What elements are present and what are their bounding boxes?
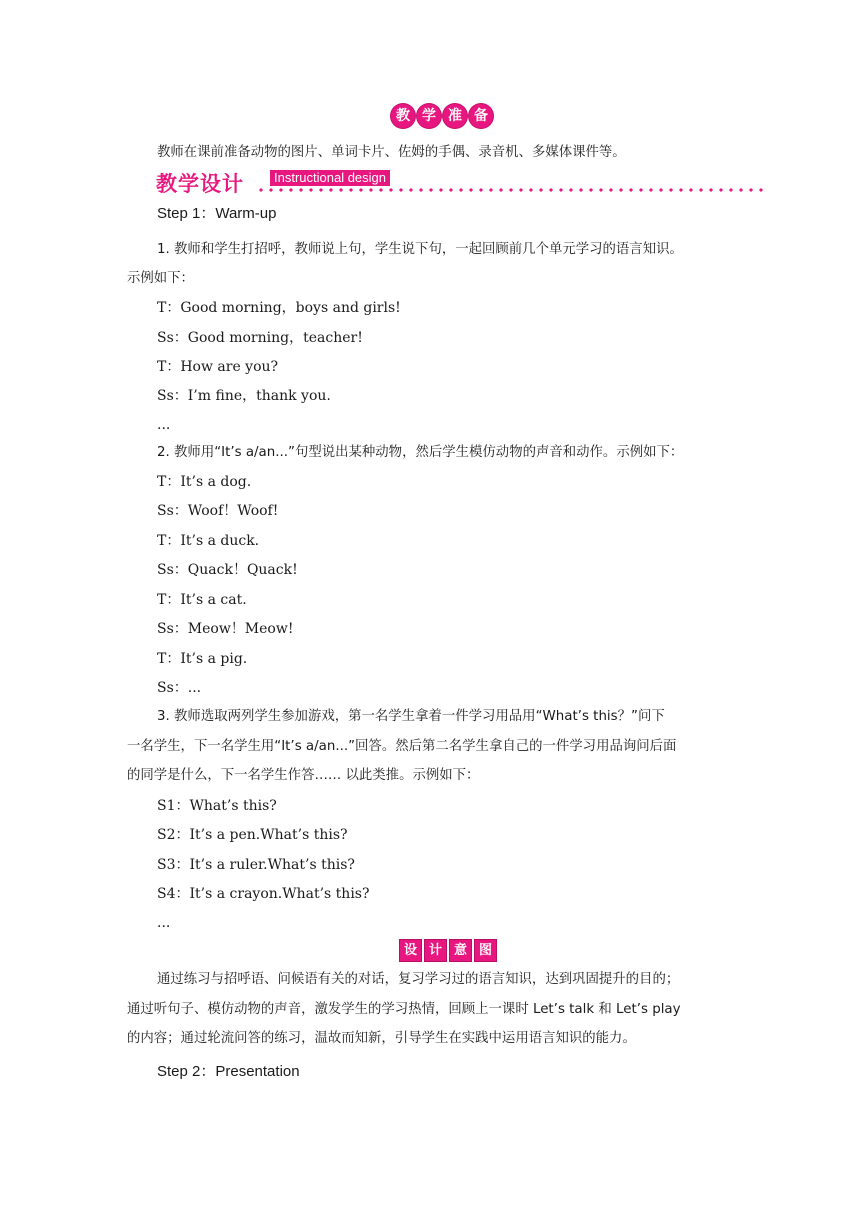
- dialog-ellipsis: ...: [157, 915, 171, 931]
- item2-line: 2. 教师用“It’s a/an...”句型说出某种动物，然后学生模仿动物的声音和动作。示例如下：: [157, 445, 684, 460]
- intent-line2: 通过听句子、模仿动物的声音，激发学生的学习热情，回顾上一课时 Let’s talk 和 Let’s play: [127, 1002, 681, 1017]
- step2-title: Step 2：Presentation: [157, 1063, 300, 1080]
- dialog-line: Ss：Good morning，teacher!: [157, 330, 363, 346]
- intent-line3: 的内容；通过轮流问答的练习，温故而知新，引导学生在实践中运用语言知识的能力。: [127, 1031, 636, 1046]
- prep-heading-char: 学: [417, 104, 441, 128]
- item1-line1: 1. 教师和学生打招呼，教师说上句，学生说下句，一起回顾前几个单元学习的语言知识。: [157, 242, 683, 257]
- dialog-line: T：It’s a dog.: [157, 474, 252, 490]
- dialog-line: T：Good morning，boys and girls!: [157, 300, 401, 316]
- item3-line1: 3. 教师选取两列学生参加游戏，第一名学生拿着一件学习用品用“What’s this？”问下: [157, 709, 665, 724]
- banner-dotted-rule: [256, 187, 766, 193]
- dialog-line: T：It’s a pig.: [157, 651, 248, 667]
- prep-heading-char: 备: [469, 104, 493, 128]
- intent-heading-char: 设: [399, 939, 422, 962]
- item3-line2: 一名学生，下一名学生用“It’s a/an...”回答。然后第二名学生拿自己的一件学习用品询问后面: [127, 739, 677, 754]
- banner-title: 教学设计: [156, 172, 244, 196]
- intent-line1: 通过练习与招呼语、问候语有关的对话，复习学习过的语言知识，达到巩固提升的目的；: [157, 972, 680, 987]
- dialog-line: Ss：...: [157, 680, 202, 696]
- intent-heading: [399, 939, 497, 962]
- dialog-line: T：How are you?: [157, 359, 279, 375]
- dialog-line: T：It’s a duck.: [157, 533, 260, 549]
- prep-text: 教师在课前准备动物的图片、单词卡片、佐姆的手偶、录音机、多媒体课件等。: [157, 145, 626, 160]
- design-banner: [156, 168, 766, 196]
- dialog-line: S2：It’s a pen.What’s this?: [157, 827, 348, 843]
- dialog-line: Ss：I’m fine，thank you.: [157, 388, 331, 404]
- dialog-line: Ss：Quack！Quack!: [157, 562, 298, 578]
- intent-heading-char: 意: [449, 939, 472, 962]
- item3-line3: 的同学是什么，下一名学生作答…… 以此类推。示例如下：: [127, 768, 480, 783]
- dialog-line: T：It’s a cat.: [157, 592, 247, 608]
- step1-title: Step 1：Warm-up: [157, 205, 277, 222]
- dialog-line: Ss：Woof！Woof!: [157, 503, 279, 519]
- intent-heading-char: 图: [474, 939, 497, 962]
- banner-subtitle: Instructional design: [270, 170, 390, 186]
- dialog-line: S4：It’s a crayon.What’s this?: [157, 886, 370, 902]
- dialog-line: S1：What’s this?: [157, 798, 277, 814]
- prep-heading-char: 准: [443, 104, 467, 128]
- prep-heading-char: 教: [391, 104, 415, 128]
- item1-line2: 示例如下：: [127, 271, 194, 286]
- dialog-line: Ss：Meow！Meow!: [157, 621, 294, 637]
- dialog-ellipsis: ...: [157, 417, 171, 433]
- prep-heading: [391, 104, 493, 128]
- intent-heading-char: 计: [424, 939, 447, 962]
- dialog-line: S3：It’s a ruler.What’s this?: [157, 857, 355, 873]
